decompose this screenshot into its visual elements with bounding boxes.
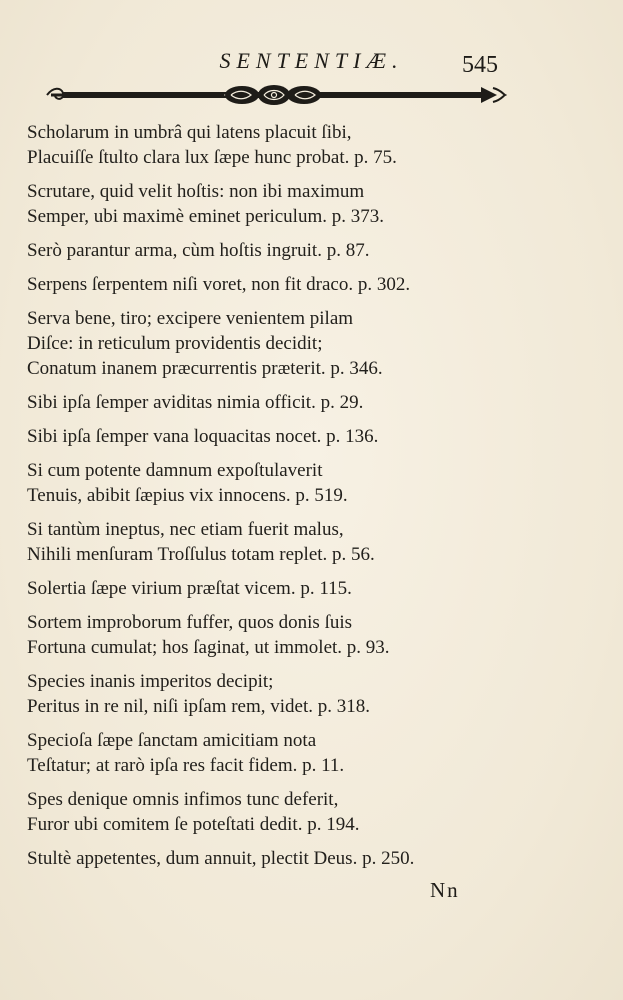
list-item — [27, 390, 517, 415]
entry-line: Tenuis, abibit ſæpius vix innocens. p. 519. — [27, 485, 348, 506]
list-item — [27, 306, 517, 381]
list-item — [27, 424, 517, 449]
entry-line: Species inanis imperitos decipit; — [27, 671, 274, 692]
entry-line: Si cum potente damnum expoſtulaverit — [27, 460, 323, 481]
entry-line: Nihili menſuram Troſſulus totam replet. p. 56. — [27, 544, 375, 565]
entry-line: Sibi ipſa ſemper aviditas nimia officit. p. 29. — [27, 392, 364, 413]
entry-line: Specioſa ſæpe ſanctam amicitiam nota — [27, 730, 317, 751]
entry-line: Fortuna cumulat; hos ſaginat, ut immolet. p. 93. — [27, 637, 390, 658]
list-item — [27, 728, 517, 778]
list-item — [27, 669, 517, 719]
signature-mark: Nn — [430, 878, 460, 902]
entry-line: Scrutare, quid velit hoſtis: non ibi maximum — [27, 181, 365, 202]
list-item — [27, 238, 517, 263]
entry-line: Serva bene, tiro; excipere venientem pilam — [27, 308, 354, 329]
entry-line: Semper, ubi maximè eminet periculum. p. 373. — [27, 206, 384, 227]
ornamental-rule-icon — [45, 82, 507, 108]
list-item — [27, 272, 517, 297]
entry-line: Spes denique omnis infimos tunc deferit, — [27, 789, 339, 810]
page-number: 545 — [462, 52, 498, 78]
list-item — [27, 179, 517, 229]
entry-line: Serò parantur arma, cùm hoſtis ingruit. p. 87. — [27, 240, 370, 261]
running-title: SENTENTIÆ. — [219, 48, 404, 73]
entry-line: Scholarum in umbrâ qui latens placuit ſibi, — [27, 122, 352, 143]
sententiae-list — [27, 120, 517, 880]
entry-line: Diſce: in reticulum providentis decidit; — [27, 333, 323, 354]
entry-line: Placuiſſe ſtulto clara lux ſæpe hunc probat. p. 75. — [27, 147, 397, 168]
entry-line: Sibi ipſa ſemper vana loquacitas nocet. p. 136. — [27, 426, 379, 447]
entry-line: Si tantùm ineptus, nec etiam fuerit malus, — [27, 519, 344, 540]
entry-line: Sortem improborum fuffer, quos donis ſuis — [27, 612, 353, 633]
list-item — [27, 517, 517, 567]
entry-line: Conatum inanem præcurrentis præterit. p. 346. — [27, 358, 383, 379]
list-item — [27, 458, 517, 508]
list-item — [27, 576, 517, 601]
entry-line: Solertia ſæpe virium præſtat vicem. p. 115. — [27, 578, 352, 599]
list-item — [27, 787, 517, 837]
entry-line: Peritus in re nil, niſi ipſam rem, videt. p. 318. — [27, 696, 371, 717]
list-item — [27, 610, 517, 660]
entry-line: Serpens ſerpentem niſi voret, non fit draco. p. 302. — [27, 274, 411, 295]
entry-line: Stultè appetentes, dum annuit, plectit Deus. p. 250. — [27, 848, 415, 869]
entry-line: Teſtatur; at rarò ipſa res facit fidem. p. 11. — [27, 755, 345, 776]
list-item — [27, 120, 517, 170]
entry-line: Furor ubi comitem ſe poteſtati dedit. p. 194. — [27, 814, 360, 835]
list-item — [27, 846, 517, 871]
